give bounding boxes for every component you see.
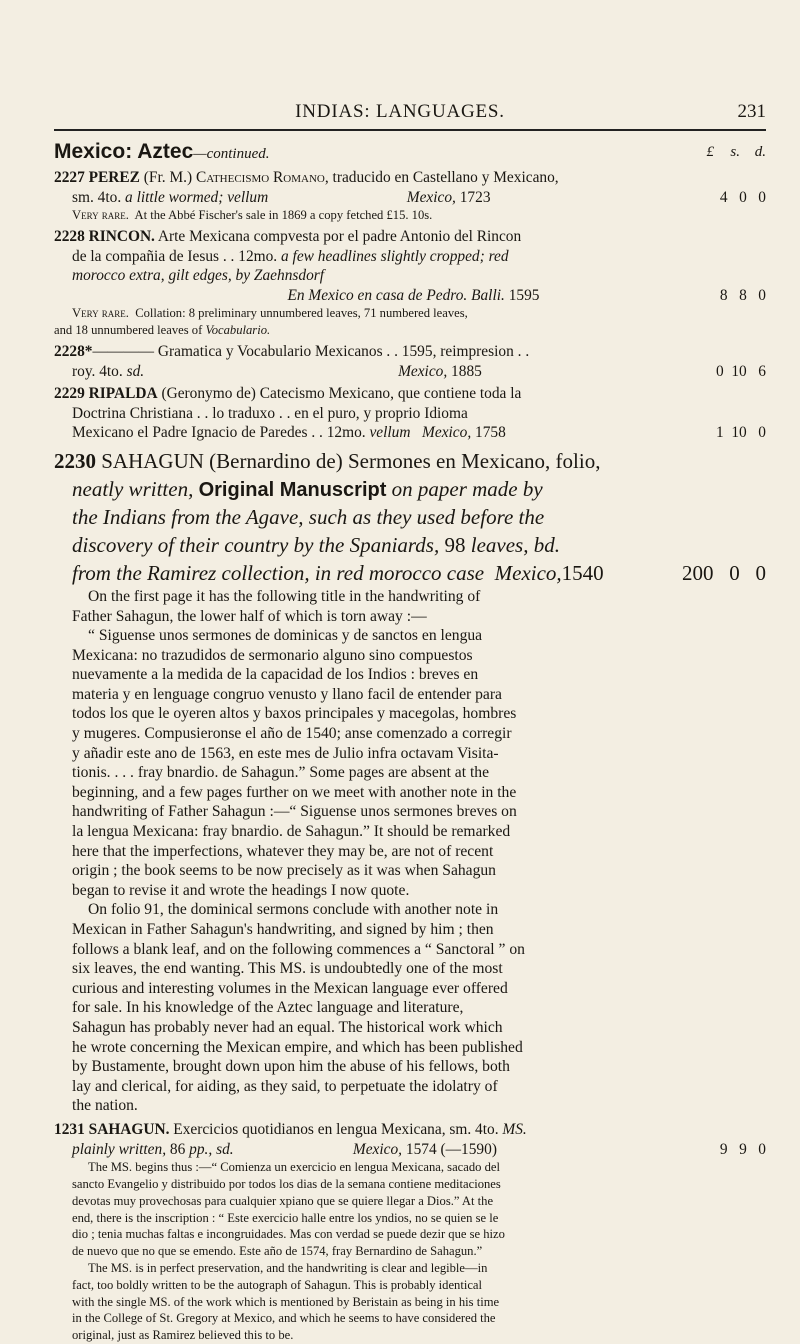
description-line: origin ; the book seems to be now precisely as it was when Sahagun bbox=[72, 862, 496, 880]
text: 98 bbox=[444, 532, 471, 557]
note-line: devotas muy provechosas para cualquier xpiano que se quiere llegar a Dios.” At the bbox=[72, 1193, 494, 1208]
entry-line bbox=[54, 168, 766, 188]
author-name: RIPALDA bbox=[88, 385, 158, 403]
description-line: the nation. bbox=[72, 1097, 138, 1115]
note-line: fact, too boldly written to be the autograph of Sahagun. This is probably identical bbox=[72, 1277, 483, 1292]
price: 1 10 0 bbox=[715, 424, 766, 442]
description-line: he wrote concerning the Mexican empire, and which has been published bbox=[72, 1038, 523, 1056]
text: 86 bbox=[169, 1140, 190, 1158]
description-line: nuevamente a la medida de la capacidad de los Indios : breves en bbox=[72, 666, 479, 684]
italic-text: morocco extra, gilt edges, by Zaehnsdorf bbox=[72, 267, 325, 285]
italic-text: the Indians from the Agave, such as they used before the bbox=[72, 504, 545, 529]
section-title: Mexico: Aztec bbox=[54, 140, 194, 163]
entry-line bbox=[54, 384, 766, 404]
description-line: Father Sahagun, the lower half of which is torn away :— bbox=[72, 607, 427, 625]
price: 0 10 6 bbox=[715, 362, 766, 380]
italic-text: vellum Mexico, bbox=[369, 424, 472, 442]
catalogue-entry bbox=[54, 384, 766, 443]
italic-text: discovery of their country by the Spaniards, bbox=[72, 532, 445, 557]
description-line: y mugeres. Compusieronse el año de 1540; anse comenzado a corregir bbox=[72, 725, 512, 743]
price: 8 8 0 bbox=[719, 286, 766, 304]
description-line: “ Siguense unos sermones de dominicas y de sanctos en lengua bbox=[88, 627, 483, 645]
text: SAHAGUN (Bernardino de) Sermones en Mexicano, folio, bbox=[101, 448, 601, 473]
italic-text: a few headlines slightly cropped; red bbox=[281, 247, 509, 265]
description-line: follows a blank leaf, and on the following commences a “ Sanctoral ” on bbox=[72, 940, 525, 958]
header-rule bbox=[54, 129, 766, 131]
lot-number: 2228 bbox=[54, 227, 89, 245]
italic-text: a little wormed; vellum bbox=[125, 188, 269, 206]
description-line: by Bustamente, brought down upon him the abuse of his fellows, both bbox=[72, 1058, 510, 1076]
section-continued: —continued. bbox=[193, 146, 270, 162]
entry-line bbox=[54, 1140, 766, 1160]
catalogue-entry bbox=[54, 342, 766, 381]
italic-text: Vocabulario. bbox=[205, 323, 271, 338]
text: de la compañia de Iesus . . 12mo. bbox=[72, 247, 281, 265]
text: 1723 bbox=[455, 188, 491, 206]
note-line: sancto Evangelio y distribuido por todos los dias de la semana contiene meditaciones bbox=[72, 1176, 501, 1191]
smallcaps-text: Very rare. bbox=[72, 306, 129, 321]
text: (Fr. M.) bbox=[139, 169, 196, 186]
text: Collation: 8 preliminary unnumbered leaves, 71 numbered leaves, bbox=[128, 306, 468, 321]
description-line: On folio 91, the dominical sermons conclude with another note in bbox=[88, 901, 499, 919]
entry-line bbox=[54, 475, 766, 503]
text: 1595 bbox=[504, 286, 540, 304]
description-line: materia y en lenguage congruo venusto y llano facil de entender para bbox=[72, 685, 502, 703]
italic-text: sd. bbox=[126, 362, 145, 380]
catalogue-entry bbox=[54, 168, 766, 224]
text: Exercicios quotidianos en lengua Mexicana, sm. 4to. bbox=[169, 1120, 503, 1138]
text: Arte Mexicana compvesta por el padre Antonio del Rincon bbox=[154, 227, 522, 245]
description-line: Sahagun has probably never had an equal. The historical work which bbox=[72, 1018, 503, 1036]
note-line: original, just as Ramirez believed this to be. bbox=[72, 1328, 294, 1343]
description-line: todos los que le oyeren altos y baxos principales y macegolas, hombres bbox=[72, 705, 517, 723]
entry-line bbox=[54, 342, 766, 362]
text: roy. 4to. bbox=[72, 362, 127, 380]
catalogue-entry bbox=[54, 227, 766, 339]
page-number: 231 bbox=[737, 101, 766, 122]
lot-1231 bbox=[54, 1120, 766, 1344]
description-line: lay and clerical, for aiding, as they said, to perpetuate the idolatry of bbox=[72, 1077, 498, 1095]
note-line: The MS. is in perfect preservation, and the handwriting is clear and legible—in bbox=[88, 1260, 488, 1275]
description-line: here that the imperfections, whatever they may be, are not of recent bbox=[72, 842, 494, 860]
note-line: with the single MS. of the work which is mentioned by Beristain as being in his time bbox=[72, 1294, 500, 1309]
lot-number: 2229 bbox=[54, 385, 89, 403]
author-name: SAHAGUN. bbox=[88, 1120, 170, 1138]
text: traducido en Castellano y Mexicano, bbox=[328, 169, 559, 186]
entry-line bbox=[54, 503, 766, 531]
entry-line bbox=[54, 559, 766, 587]
entry-line bbox=[54, 247, 766, 267]
price: 9 9 0 bbox=[719, 1140, 766, 1158]
text: At the Abbé Fischer's sale in 1869 a copy fetched £15. 10s. bbox=[128, 208, 433, 223]
description-line: handwriting of Father Sahagun :—“ Siguense unos sermones breves on bbox=[72, 803, 517, 821]
description-line: for sale. In his knowledge of the Aztec language and literature, bbox=[72, 999, 464, 1017]
description-line: On the first page it has the following title in the handwriting of bbox=[88, 587, 481, 605]
entry-line bbox=[54, 362, 766, 382]
entry-line bbox=[54, 188, 766, 208]
lot-number: 2227 bbox=[54, 169, 89, 186]
description-line: Mexican in Father Sahagun's handwriting, and signed by him ; then bbox=[72, 921, 494, 939]
description-line: six leaves, the end wanting. This MS. is undoubtedly one of the most bbox=[72, 960, 503, 978]
italic-text: Mexico, bbox=[268, 188, 456, 206]
italic-text: neatly written, bbox=[72, 476, 199, 501]
text: 1540 bbox=[561, 560, 604, 585]
description-line: la lengua Mexicana: fray bnardio. de Sahagun.” It should be remarked bbox=[72, 823, 511, 841]
description-line: y añadir este ano de 1563, en este mes de Julio infra octavam Visita- bbox=[72, 744, 499, 762]
currency-columns bbox=[688, 139, 766, 165]
italic-text: leaves, bd. bbox=[470, 532, 560, 557]
lot-number: 2228* bbox=[54, 342, 93, 360]
lot-number: 1231 bbox=[54, 1120, 89, 1138]
note-line: in the College of St. Gregory at Mexico, and which he seems to have considered the bbox=[72, 1311, 496, 1326]
entry-line bbox=[54, 447, 766, 475]
text: (Geronymo de) Catecismo Mexicano, que contiene toda la bbox=[157, 385, 522, 403]
italic-text: Mexico, bbox=[144, 362, 448, 380]
text: 1574 (—1590) bbox=[402, 1140, 497, 1158]
entry-note-line bbox=[54, 322, 766, 339]
author-name: RINCON. bbox=[88, 227, 155, 245]
text: 1885 bbox=[447, 362, 482, 380]
description-line: began to revise it and wrote the headings I now quote. bbox=[72, 881, 410, 899]
text: 1758 bbox=[471, 424, 506, 442]
note-line: The MS. begins thus :—“ Comienza un exercicio en lengua Mexicana, sacado del bbox=[88, 1160, 500, 1175]
text: Doctrina Christiana . . lo traduxo . . en el puro, y proprio Idioma bbox=[72, 404, 468, 422]
price: 4 0 0 bbox=[719, 188, 766, 206]
text: ———— Gramatica y Vocabulario Mexicanos . . 1595, reimpresion . . bbox=[92, 342, 530, 360]
text: Mexicano el Padre Ignacio de Paredes . . 12mo. bbox=[72, 424, 370, 442]
description-line: curious and interesting volumes in the Mexican language ever offered bbox=[72, 979, 508, 997]
italic-text: MS. bbox=[502, 1120, 527, 1138]
entry-line bbox=[54, 1120, 766, 1140]
note-line: de nuevo que no que se emendo. Este año de 1574, fray Bernardino de Sahagun.” bbox=[72, 1244, 483, 1259]
lot-number: 2230 bbox=[54, 448, 102, 473]
description-line: tionis. . . . fray bnardio. de Sahagun.” Some pages are absent at the bbox=[72, 764, 490, 782]
entry-line bbox=[54, 286, 766, 306]
text: sm. 4to. bbox=[72, 188, 126, 206]
catalogue-body bbox=[54, 139, 766, 1344]
italic-text: from the Ramirez collection, in red morocco case Mexico, bbox=[72, 560, 562, 585]
section-heading bbox=[54, 139, 766, 165]
entry-note-line bbox=[54, 305, 766, 322]
italic-text: plainly written, bbox=[72, 1140, 170, 1158]
manuscript-emphasis: Original Manuscript bbox=[198, 478, 387, 501]
note-line: end, there is the inscription : “ Este exercicio halle entre los yndios, no se quien se le bbox=[72, 1210, 499, 1225]
italic-text: pp., sd. bbox=[189, 1140, 234, 1158]
entry-line bbox=[54, 423, 766, 443]
running-head bbox=[0, 101, 800, 127]
entry-note-line bbox=[54, 207, 766, 224]
note-line: dio ; tenia muchas faltas e incongruidades. Mas con verdad se puede dezir que se hizo bbox=[72, 1227, 505, 1242]
pence-col: d. bbox=[754, 144, 766, 160]
running-head-title: INDIAS: LANGUAGES. bbox=[295, 101, 505, 122]
description-line: beginning, and a few pages further on we meet with another note in the bbox=[72, 783, 517, 801]
price: 200 0 0 bbox=[682, 560, 766, 585]
italic-text: on paper made by bbox=[386, 476, 543, 501]
description-line: Mexicana: no trazudidos de sermonario alguno sino compuestos bbox=[72, 646, 473, 664]
italic-text: Mexico, bbox=[233, 1140, 403, 1158]
entry-line bbox=[54, 227, 766, 247]
smallcaps-text: Cathecismo Romano, bbox=[195, 169, 329, 186]
entry-line bbox=[54, 266, 766, 286]
entry-line bbox=[54, 404, 766, 424]
entry-line bbox=[54, 531, 766, 559]
shilling-col: s. bbox=[730, 144, 740, 160]
italic-text: En Mexico en casa de Pedro. Balli. bbox=[72, 286, 505, 304]
pound-col: £ bbox=[706, 144, 714, 160]
author-name: PEREZ bbox=[88, 169, 140, 186]
smallcaps-text: Very rare. bbox=[72, 208, 129, 223]
lot-2230 bbox=[54, 447, 766, 1116]
text: and 18 unnumbered leaves of bbox=[54, 323, 206, 338]
entries-list bbox=[54, 168, 766, 443]
